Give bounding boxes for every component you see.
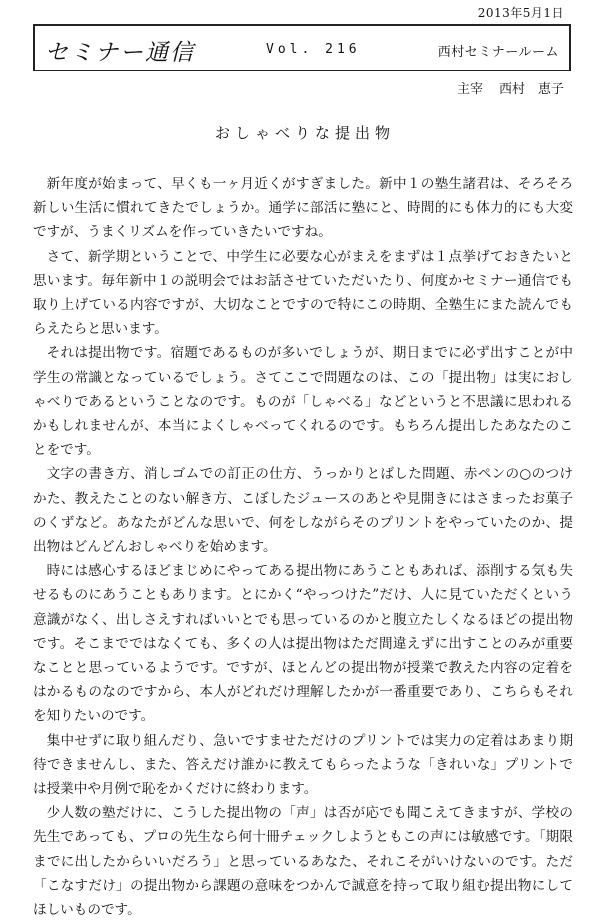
paragraph: 時には感心するほどまじめにやってある提出物にあうこともあれば、添削する気も失せるものにあうこともあります。とにかく“やっつけた”だけ、人に見ていただくという意識がなく、出しさえすればいいとでも思っているのかと腹立たしくなるほどの提出物です。そこまでではなくても、多くの人は提出物はただ間違えずに出すことのみが重要なことと思っているようです。ですが、ほとんどの提出物が授業で教えた内容の定着をはかるものなのですから、本人がどれだけ理解したかが一番重要であり、こちらもそれを知りたいのです。 — [33, 563, 573, 725]
paragraph: それは提出物です。宿題であるものが多いでしょうが、期日までに必ず出すことが中学生の常識となっているでしょう。さてここで問題なのは、この「提出物」は実におしゃべりであるということなのです。ものが「しゃべる」などというと不思議に思われるかもしれませんが、本当によくしゃべってくれるのです。もちろん提出したあなたのことをです。 — [33, 345, 573, 459]
paragraph: さて、新学期ということで、中学生に必要な心がまえをまずは１点挙げておきたいと思います。毎年新中１の説明会ではお話させていただいたり、何度かセミナー通信でも取り上げている内容ですが、大切なことですので特にこの時期、全塾生にまた読んでもらえたらと思います。 — [33, 248, 573, 338]
article-body — [33, 172, 573, 922]
masthead-box — [33, 24, 571, 71]
newsletter-title: セミナー通信 — [45, 40, 195, 66]
volume-number: Vol. 216 — [266, 42, 361, 57]
paragraph: 集中せずに取り組んだり、急いですませただけのプリントでは実力の定着はあまり期待できませんし、また、答えだけ誰かに教えてもらったような「きれいな」プリントでは授業中や月例で恥をかくだけに終わります。 — [33, 732, 573, 798]
issue-date: 2013年5月1日 — [477, 6, 564, 20]
editor-credit — [457, 78, 564, 97]
paragraph: 新年度が始まって、早くも一ヶ月近くがすぎました。新中１の塾生諸君は、そろそろ新しい生活に慣れてきたでしょうか。通学に部活に塾にと、時間的にも体力的にも大変ですが、うまくリズムを作っていきたいですね。 — [33, 176, 573, 241]
paragraph: 文字の書き方、消しゴムでの訂正の仕方、うっかりとばした問題、赤ペンの○のつけかた、教えたことのない解き方、こぼしたジュースのあとや見開きにはさまったお菓子のくずなど。あなたがどんな思いで、何をしながらそのプリントをやっていたのか、提出物はどんどんおしゃべりを始めます。 — [33, 466, 573, 556]
article-title: おしゃべりな提出物 — [214, 124, 395, 142]
editor-role: 主宰 — [456, 82, 483, 97]
editor-name: 西村 恵子 — [498, 82, 564, 97]
organization-name: 西村セミナールーム — [437, 45, 559, 60]
paragraph: 少人数の塾だけに、こうした提出物の「声」は否が応でも聞こえてきますが、学校の先生であっても、プロの先生なら何十冊チェックしようともこの声には敏感です。「期限までに出したからいいだろう」と思っているあなた、それこそがいけないのです。ただ「こなすだけ」の提出物から課題の意味をつかんで誠意を持って取り組む提出物にしてほしいものです。 — [33, 805, 573, 919]
